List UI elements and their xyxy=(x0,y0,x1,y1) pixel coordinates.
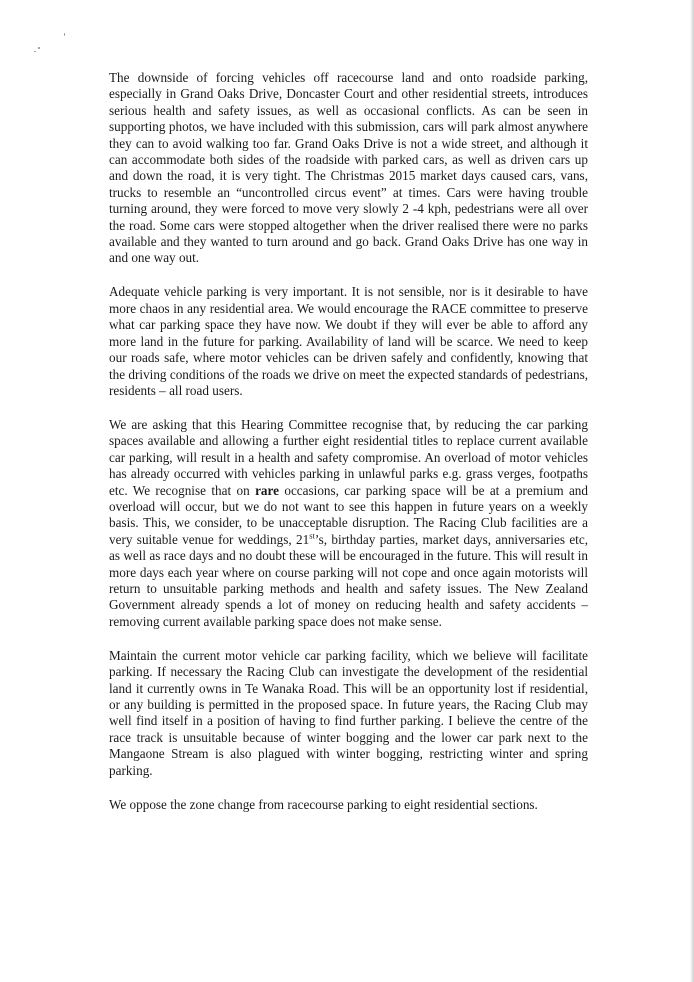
scan-speck xyxy=(34,51,36,52)
scan-edge-shadow xyxy=(690,0,694,982)
paragraph-text-segment: occasions, car parking space will be at a premium and overload will occur, but we do not want to see this happen in future years on a weekly basis. This, we consider, to be unacceptable disruption. The Racing Club facilities are a very suitable venue for weddings, 21 xyxy=(109,482,588,547)
scan-speck xyxy=(64,33,65,36)
scan-speck xyxy=(38,47,40,49)
paragraph-adequate-parking: Adequate vehicle parking is very important. It is not sensible, nor is it desirable to have more chaos in any residential area. We would encourage the RACE committee to preserve what car parking space they have now. We doubt if they will ever be able to afford any more land in the future for parking. Availability of land will be scarce. We need to keep our roads safe, where motor vehicles can be driven safely and confidently, knowing that the driving conditions of the roads we drive on meet the expected standards of pedestrians, residents – all road users. xyxy=(109,284,588,398)
paragraph-text-segment: We are asking that this Hearing Committee recognise that, by reducing the car parking spaces available and allowing a further eight residential titles to replace current available car parking, will result in a health and safety compromise. An overload of motor vehicles has already occurred with vehicles parking in unlawful parks e.g. grass verges, footpaths etc. We recognise that on xyxy=(109,416,588,498)
emphasis-rare: rare xyxy=(255,482,279,498)
paragraph-roadside-parking: The downside of forcing vehicles off racecourse land and onto roadside parking, especially in Grand Oaks Drive, Doncaster Court and other residential streets, introduces serious health and safety issues, as well as occasional conflicts. As can be seen in supporting photos, we have included with this submission, cars will park almost anywhere they can to avoid walking too far. Grand Oaks Drive is not a wide street, and although it can accommodate both sides of the roadside with parked cars, as well as driven cars up and down the road, it is very tight. The Christmas 2015 market days caused cars, vans, trucks to resemble an “uncontrolled circus event” at times. Cars were having trouble turning around, they were forced to move very slowly 2 -4 kph, pedestrians were all over the road. Some cars were stopped altogether when the driver realised there were no parks available and they wanted to turn around and go back. Grand Oaks Drive has one way in and one way out. xyxy=(109,70,588,266)
paragraph-hearing-committee xyxy=(109,417,588,630)
document-body xyxy=(109,70,588,813)
ordinal-superscript: st xyxy=(309,530,315,541)
paragraph-text-segment: ’s, birthday parties, market days, anniversaries etc, as well as race days and no doubt these will be encouraged in the future. This will result in more days each year where on course parking will not cope and once again motorists will return to unsuitable parking methods and health and safety issues. The New Zealand Government already spends a lot of money on reducing health and safety accidents – removing current available parking space does not make sense. xyxy=(109,531,588,629)
paragraph-oppose-zone-change: We oppose the zone change from racecourse parking to eight residential sections. xyxy=(109,796,538,812)
paragraph-maintain-facility: Maintain the current motor vehicle car parking facility, which we believe will facilitate parking. If necessary the Racing Club can investigate the development of the residential land it currently owns in Te Wanaka Road. This will be an opportunity lost if residential, or any building is permitted in the proposed space. In future years, the Racing Club may well find itself in a position of having to find further parking. I believe the centre of the race track is unsuitable because of winter bogging and the lower car park next to the Mangaone Stream is also plagued with winter bogging, restricting winter and spring parking. xyxy=(109,647,588,778)
